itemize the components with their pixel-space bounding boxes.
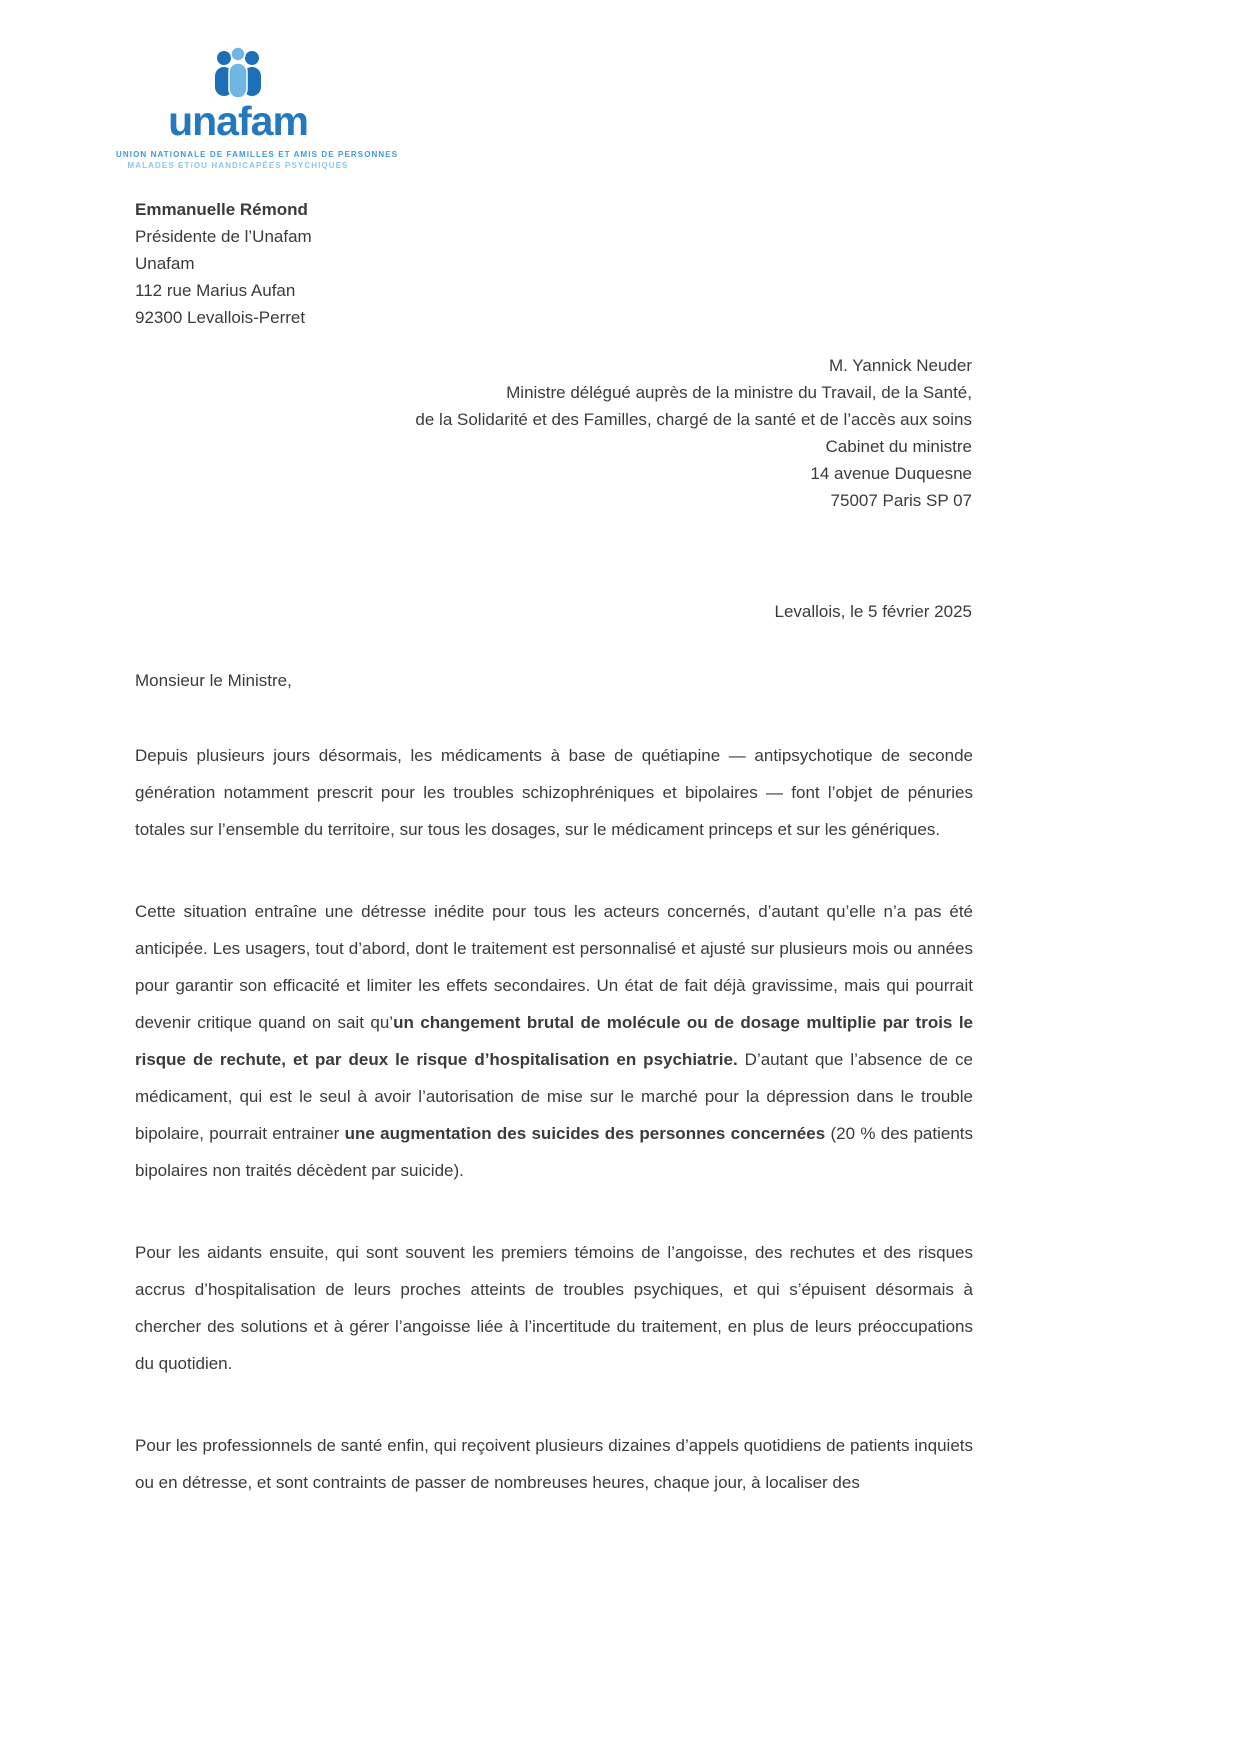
letter-body-paragraphs [135,737,973,1501]
unafam-tagline-line2: MALADES ET/OU HANDICAPÉES PSYCHIQUES [127,161,349,170]
recipient-address-line: Ministre délégué auprès de la ministre du Travail, de la Santé, [506,383,972,402]
letter-paragraph: Pour les professionnels de santé enfin, qui reçoivent plusieurs dizaines d’appels quotidiens de patients inquiets ou en détresse, et sont contraints de passer de nombreuses heures, chaque jour, à localiser des [135,1436,973,1492]
sender-address-line: 92300 Levallois-Perret [135,308,306,327]
letter-paragraph: Pour les aidants ensuite, qui sont souvent les premiers témoins de l’angoisse, des rechutes et des risques accrus d’hospitalisation de leurs proches atteints de troubles psychiques, et qui s’épuisent désormais à chercher des solutions et à gérer l’angoisse liée à l’incertitude du traitement, en plus de leurs préoccupations du quotidien. [135,1243,973,1373]
letter-paragraph: Cette situation entraîne une détresse inédite pour tous les acteurs concernés, d’autant qu’elle n’a pas été anticipée. Les usagers, tout d’abord, dont le traitement est personnalisé et ajusté sur plusieurs mois ou années pour garantir son efficacité et limiter les effets secondaires. Un état de fait déjà gravissime, mais qui pourrait devenir critique quand on sait qu’un changement brutal de molécule ou de dosage multiplie par trois le risque de rechute, et par deux le risque d’hospitalisation en psychiatrie. D’autant que l’absence de ce médicament, qui est le seul à avoir l’autorisation de mise sur le marché pour la dépression dans le trouble bipolaire, pourrait entrainer une augmentation des suicides des personnes concernées (20 % des patients bipolaires non traités décèdent par suicide). [135,902,973,1180]
sender-address-block [135,196,312,331]
recipient-address-line: Cabinet du ministre [825,437,972,456]
recipient-address-block [415,352,972,514]
recipient-address-line: 14 avenue Duquesne [810,464,972,483]
recipient-address-line: de la Solidarité et des Familles, chargé de la santé et de l’accès aux soins [415,410,972,429]
recipient-address-line: 75007 Paris SP 07 [830,491,972,510]
unafam-logo [116,46,399,171]
letter-paragraph: Depuis plusieurs jours désormais, les médicaments à base de quétiapine — antipsychotique de seconde génération notamment prescrit pour les troubles schizophréniques et bipolaires — font l’objet de pénuries totales sur l’ensemble du territoire, sur tous les dosages, sur le médicament princeps et sur les génériques. [135,746,973,839]
unafam-people-icon [116,46,360,98]
sender-address-line: Présidente de l’Unafam [135,227,312,246]
sender-name: Emmanuelle Rémond [135,200,308,219]
date-line: Levallois, le 5 février 2025 [774,602,972,621]
sender-address-line: Unafam [135,254,195,273]
sender-address-line: 112 rue Marius Aufan [135,281,296,300]
unafam-tagline-line1: UNION NATIONALE DE FAMILLES ET AMIS DE PERSONNES [116,150,399,159]
sender-address-lines [135,223,312,331]
recipient-address-line: M. Yannick Neuder [829,356,972,375]
unafam-wordmark: unafam [168,98,308,144]
salutation: Monsieur le Ministre, [135,671,292,690]
letter-body [135,662,973,1546]
